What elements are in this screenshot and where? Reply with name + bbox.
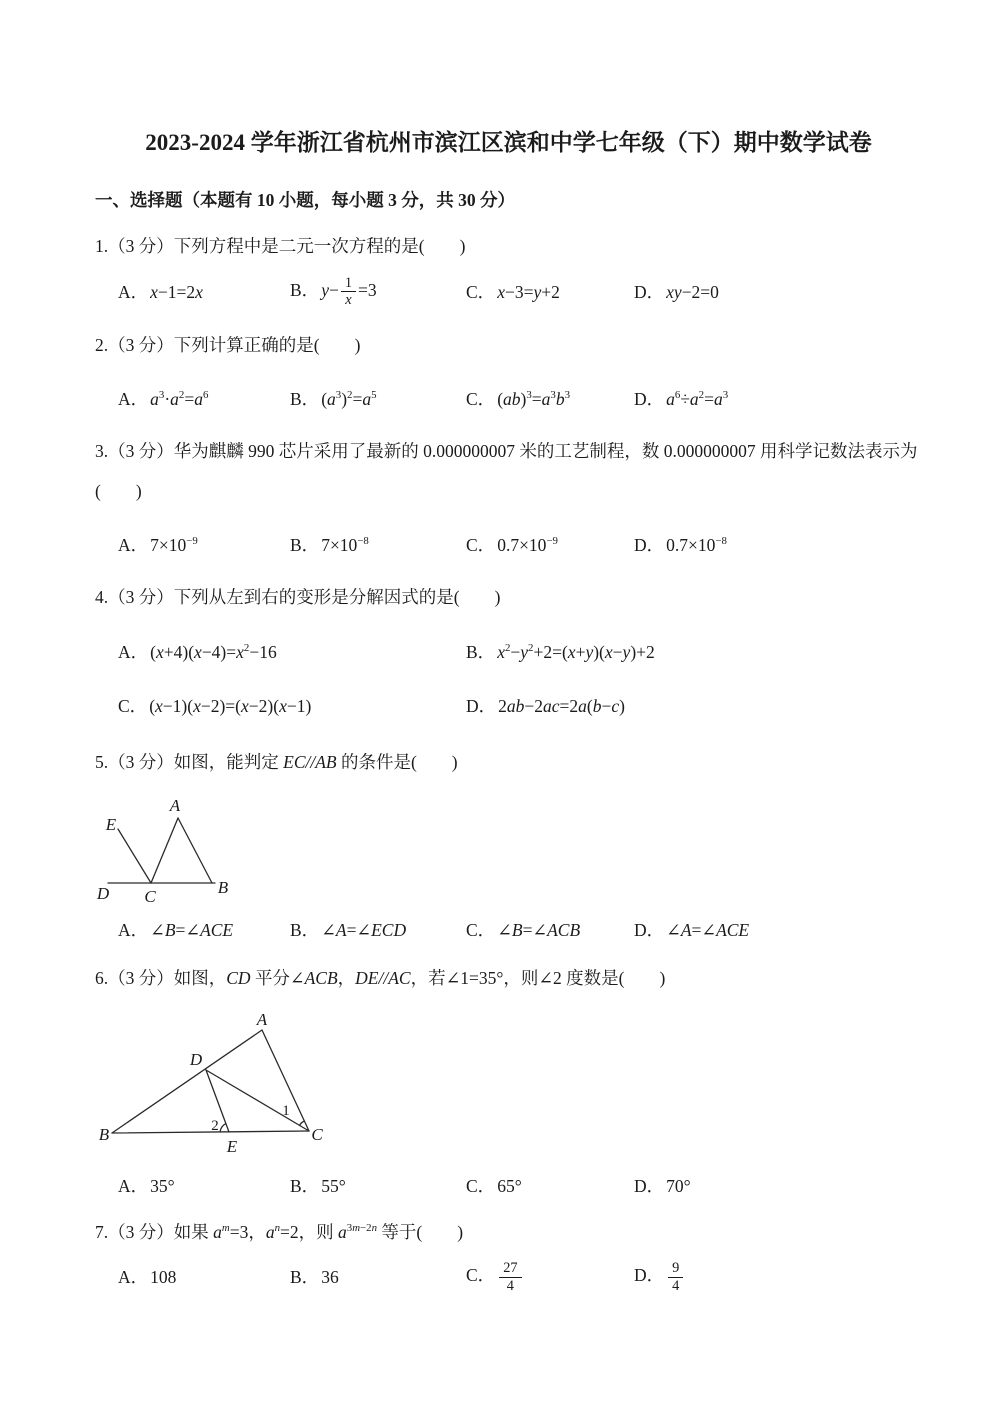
point-d-label: D bbox=[96, 883, 110, 903]
option-label: B． bbox=[290, 535, 320, 556]
option-math: 55° bbox=[321, 1176, 346, 1197]
point-a-label: A bbox=[256, 1010, 268, 1030]
option-math: $x^2-y^2+2=(x+y)(x-y)+2$ bbox=[497, 641, 655, 662]
option-label: D． bbox=[634, 281, 665, 302]
question-3 bbox=[95, 431, 922, 560]
option-label: D． bbox=[634, 1265, 665, 1286]
option-label: D． bbox=[634, 388, 665, 409]
question-4-options bbox=[95, 638, 922, 720]
point-b-label: B bbox=[217, 877, 229, 897]
question-6-stem: 6.（3 分）如图，CD 平分∠ACB，DE//AC，若∠1=35°，则∠2 度数是( ) bbox=[95, 967, 666, 988]
line-DC bbox=[206, 1070, 309, 1131]
question-7-option-b bbox=[290, 1263, 466, 1291]
question-4 bbox=[95, 577, 922, 719]
angle-1-label: 1 bbox=[282, 1103, 290, 1120]
angle-1-arc bbox=[300, 1121, 305, 1125]
point-d-label: D bbox=[189, 1050, 203, 1070]
option-math: ∠A=∠ACE bbox=[666, 919, 750, 940]
point-e-label: E bbox=[226, 1137, 238, 1157]
question-5-option-d bbox=[634, 916, 922, 944]
question-5-option-b bbox=[290, 916, 466, 944]
option-math: xy−2=0 bbox=[666, 281, 719, 302]
option-label: B． bbox=[290, 919, 320, 940]
option-math: $(ab)^3=a^3b^3$ bbox=[497, 388, 570, 409]
option-label: A． bbox=[118, 535, 149, 556]
option-label: C． bbox=[466, 919, 496, 940]
option-label: D． bbox=[634, 535, 665, 556]
option-math: $0.7\times 10^{-9}$ bbox=[497, 535, 558, 556]
page-title: 2023-2024 学年浙江省杭州市滨江区滨和中学七年级（下）期中数学试卷 bbox=[145, 130, 872, 155]
question-6-options bbox=[95, 1172, 922, 1200]
option-math: (x−1)(x−2)=(x−2)(x−1) bbox=[149, 695, 312, 716]
option-math: $\frac{27}{4}$ bbox=[497, 1265, 523, 1285]
figure-question-5 bbox=[95, 792, 335, 910]
question-4-option-a bbox=[118, 638, 466, 666]
figure-question-6 bbox=[95, 1008, 340, 1160]
question-1-option-b bbox=[290, 273, 466, 311]
option-label: C． bbox=[466, 1176, 496, 1197]
question-3-option-d bbox=[634, 531, 922, 559]
option-label: D． bbox=[634, 1176, 665, 1197]
option-math: 2ab−2ac=2a(b−c) bbox=[498, 695, 625, 716]
question-4-stem: 4.（3 分）下列从左到右的变形是分解因式的是( ) bbox=[95, 587, 501, 608]
line-AB bbox=[178, 818, 212, 883]
question-6-option-a bbox=[118, 1172, 290, 1200]
option-label: A． bbox=[118, 1176, 149, 1197]
question-5 bbox=[95, 742, 922, 944]
option-math: 108 bbox=[150, 1267, 177, 1288]
question-2-options bbox=[95, 385, 922, 413]
question-7-option-a bbox=[118, 1263, 290, 1291]
option-label: C． bbox=[466, 535, 496, 556]
option-label: B． bbox=[290, 388, 320, 409]
option-label: C． bbox=[118, 695, 148, 716]
option-math: 35° bbox=[150, 1176, 175, 1197]
question-4-option-b bbox=[466, 638, 922, 666]
option-math: 36 bbox=[321, 1267, 339, 1288]
question-7-option-d bbox=[634, 1258, 922, 1296]
question-6 bbox=[95, 958, 922, 1200]
question-5-option-c bbox=[466, 916, 634, 944]
option-label: A． bbox=[118, 1267, 149, 1288]
option-label: C． bbox=[466, 388, 496, 409]
question-5-options bbox=[95, 916, 922, 944]
option-math: ∠B=∠ACE bbox=[150, 919, 234, 940]
line-BA bbox=[112, 1030, 262, 1133]
question-3-option-b bbox=[290, 531, 466, 559]
question-3-options bbox=[95, 531, 922, 559]
option-math: 70° bbox=[666, 1176, 691, 1197]
question-3-option-a bbox=[118, 531, 290, 559]
section-heading: 一、选择题（本题有 10 小题，每小题 3 分，共 30 分） bbox=[95, 189, 515, 210]
question-3-stem: 3.（3 分）华为麒麟 990 芯片采用了最新的 0.000000007 米的工艺制程，数 0.000000007 用科学记数法表示为( ) bbox=[95, 440, 918, 502]
point-b-label: B bbox=[98, 1125, 110, 1145]
option-label: D． bbox=[466, 695, 497, 716]
question-1 bbox=[95, 226, 922, 310]
option-label: A． bbox=[118, 281, 149, 302]
option-math: $\frac{9}{4}$ bbox=[666, 1265, 685, 1285]
question-5-option-a bbox=[118, 916, 290, 944]
line-CA bbox=[151, 818, 178, 883]
option-math: $7\times 10^{-8}$ bbox=[321, 535, 369, 556]
option-math: $a^6\div a^2=a^3$ bbox=[666, 388, 729, 409]
question-7-stem: 7.（3 分）如果 $a^m=3$，$a^n=2$，则 $a^{3m-2n}$ 等于( ) bbox=[95, 1222, 464, 1243]
option-label: B． bbox=[466, 641, 496, 662]
option-math: ∠A=∠ECD bbox=[321, 919, 407, 940]
option-math: $(a^3)^2=a^5$ bbox=[321, 388, 377, 409]
question-2-stem: 2.（3 分）下列计算正确的是( ) bbox=[95, 334, 361, 355]
point-e-label: E bbox=[105, 814, 117, 834]
option-math: x−3=y+2 bbox=[497, 281, 560, 302]
option-math: $0.7\times 10^{-8}$ bbox=[666, 535, 727, 556]
question-2-option-a bbox=[118, 385, 290, 413]
option-math: x−1=2x bbox=[150, 281, 203, 302]
option-label: A． bbox=[118, 919, 149, 940]
line-EC bbox=[118, 829, 151, 883]
option-label: A． bbox=[118, 388, 149, 409]
option-label: C． bbox=[466, 1265, 496, 1286]
question-2 bbox=[95, 325, 922, 413]
question-6-option-c bbox=[466, 1172, 634, 1200]
question-4-option-d bbox=[466, 692, 922, 720]
question-6-option-b bbox=[290, 1172, 466, 1200]
point-c-label: C bbox=[311, 1125, 323, 1145]
angle-2-label: 2 bbox=[211, 1118, 219, 1135]
option-math: $(x+4)(x-4)=x^2-16$ bbox=[150, 641, 277, 662]
question-7-option-c bbox=[466, 1258, 634, 1296]
option-math: $a^3\cdot a^2=a^6$ bbox=[150, 388, 209, 409]
question-4-option-c bbox=[118, 692, 466, 720]
angle-2-arc bbox=[220, 1124, 226, 1132]
question-3-option-c bbox=[466, 531, 634, 559]
option-math: $7\times 10^{-9}$ bbox=[150, 535, 198, 556]
question-6-option-d bbox=[634, 1172, 922, 1200]
point-c-label: C bbox=[144, 886, 156, 906]
question-2-option-b bbox=[290, 385, 466, 413]
option-label: C． bbox=[466, 281, 496, 302]
option-math: y− $\frac{1}{x}$ =3 bbox=[321, 274, 377, 309]
question-1-option-c bbox=[466, 278, 634, 306]
question-7 bbox=[95, 1212, 922, 1296]
question-1-stem: 1.（3 分）下列方程中是二元一次方程的是( ) bbox=[95, 236, 466, 257]
option-math: ∠B=∠ACB bbox=[497, 919, 581, 940]
question-1-option-a bbox=[118, 278, 290, 306]
question-2-option-d bbox=[634, 385, 922, 413]
question-7-options bbox=[95, 1258, 922, 1296]
option-label: D． bbox=[634, 919, 665, 940]
option-label: B． bbox=[290, 279, 320, 300]
question-5-stem: 5.（3 分）如图，能判定 EC//AB 的条件是( ) bbox=[95, 751, 458, 772]
option-math: 65° bbox=[497, 1176, 522, 1197]
point-a-label: A bbox=[169, 795, 181, 815]
question-1-options bbox=[95, 273, 922, 311]
option-label: A． bbox=[118, 641, 149, 662]
option-label: B． bbox=[290, 1267, 320, 1288]
option-label: B． bbox=[290, 1176, 320, 1197]
question-1-option-d bbox=[634, 278, 922, 306]
question-2-option-c bbox=[466, 385, 634, 413]
